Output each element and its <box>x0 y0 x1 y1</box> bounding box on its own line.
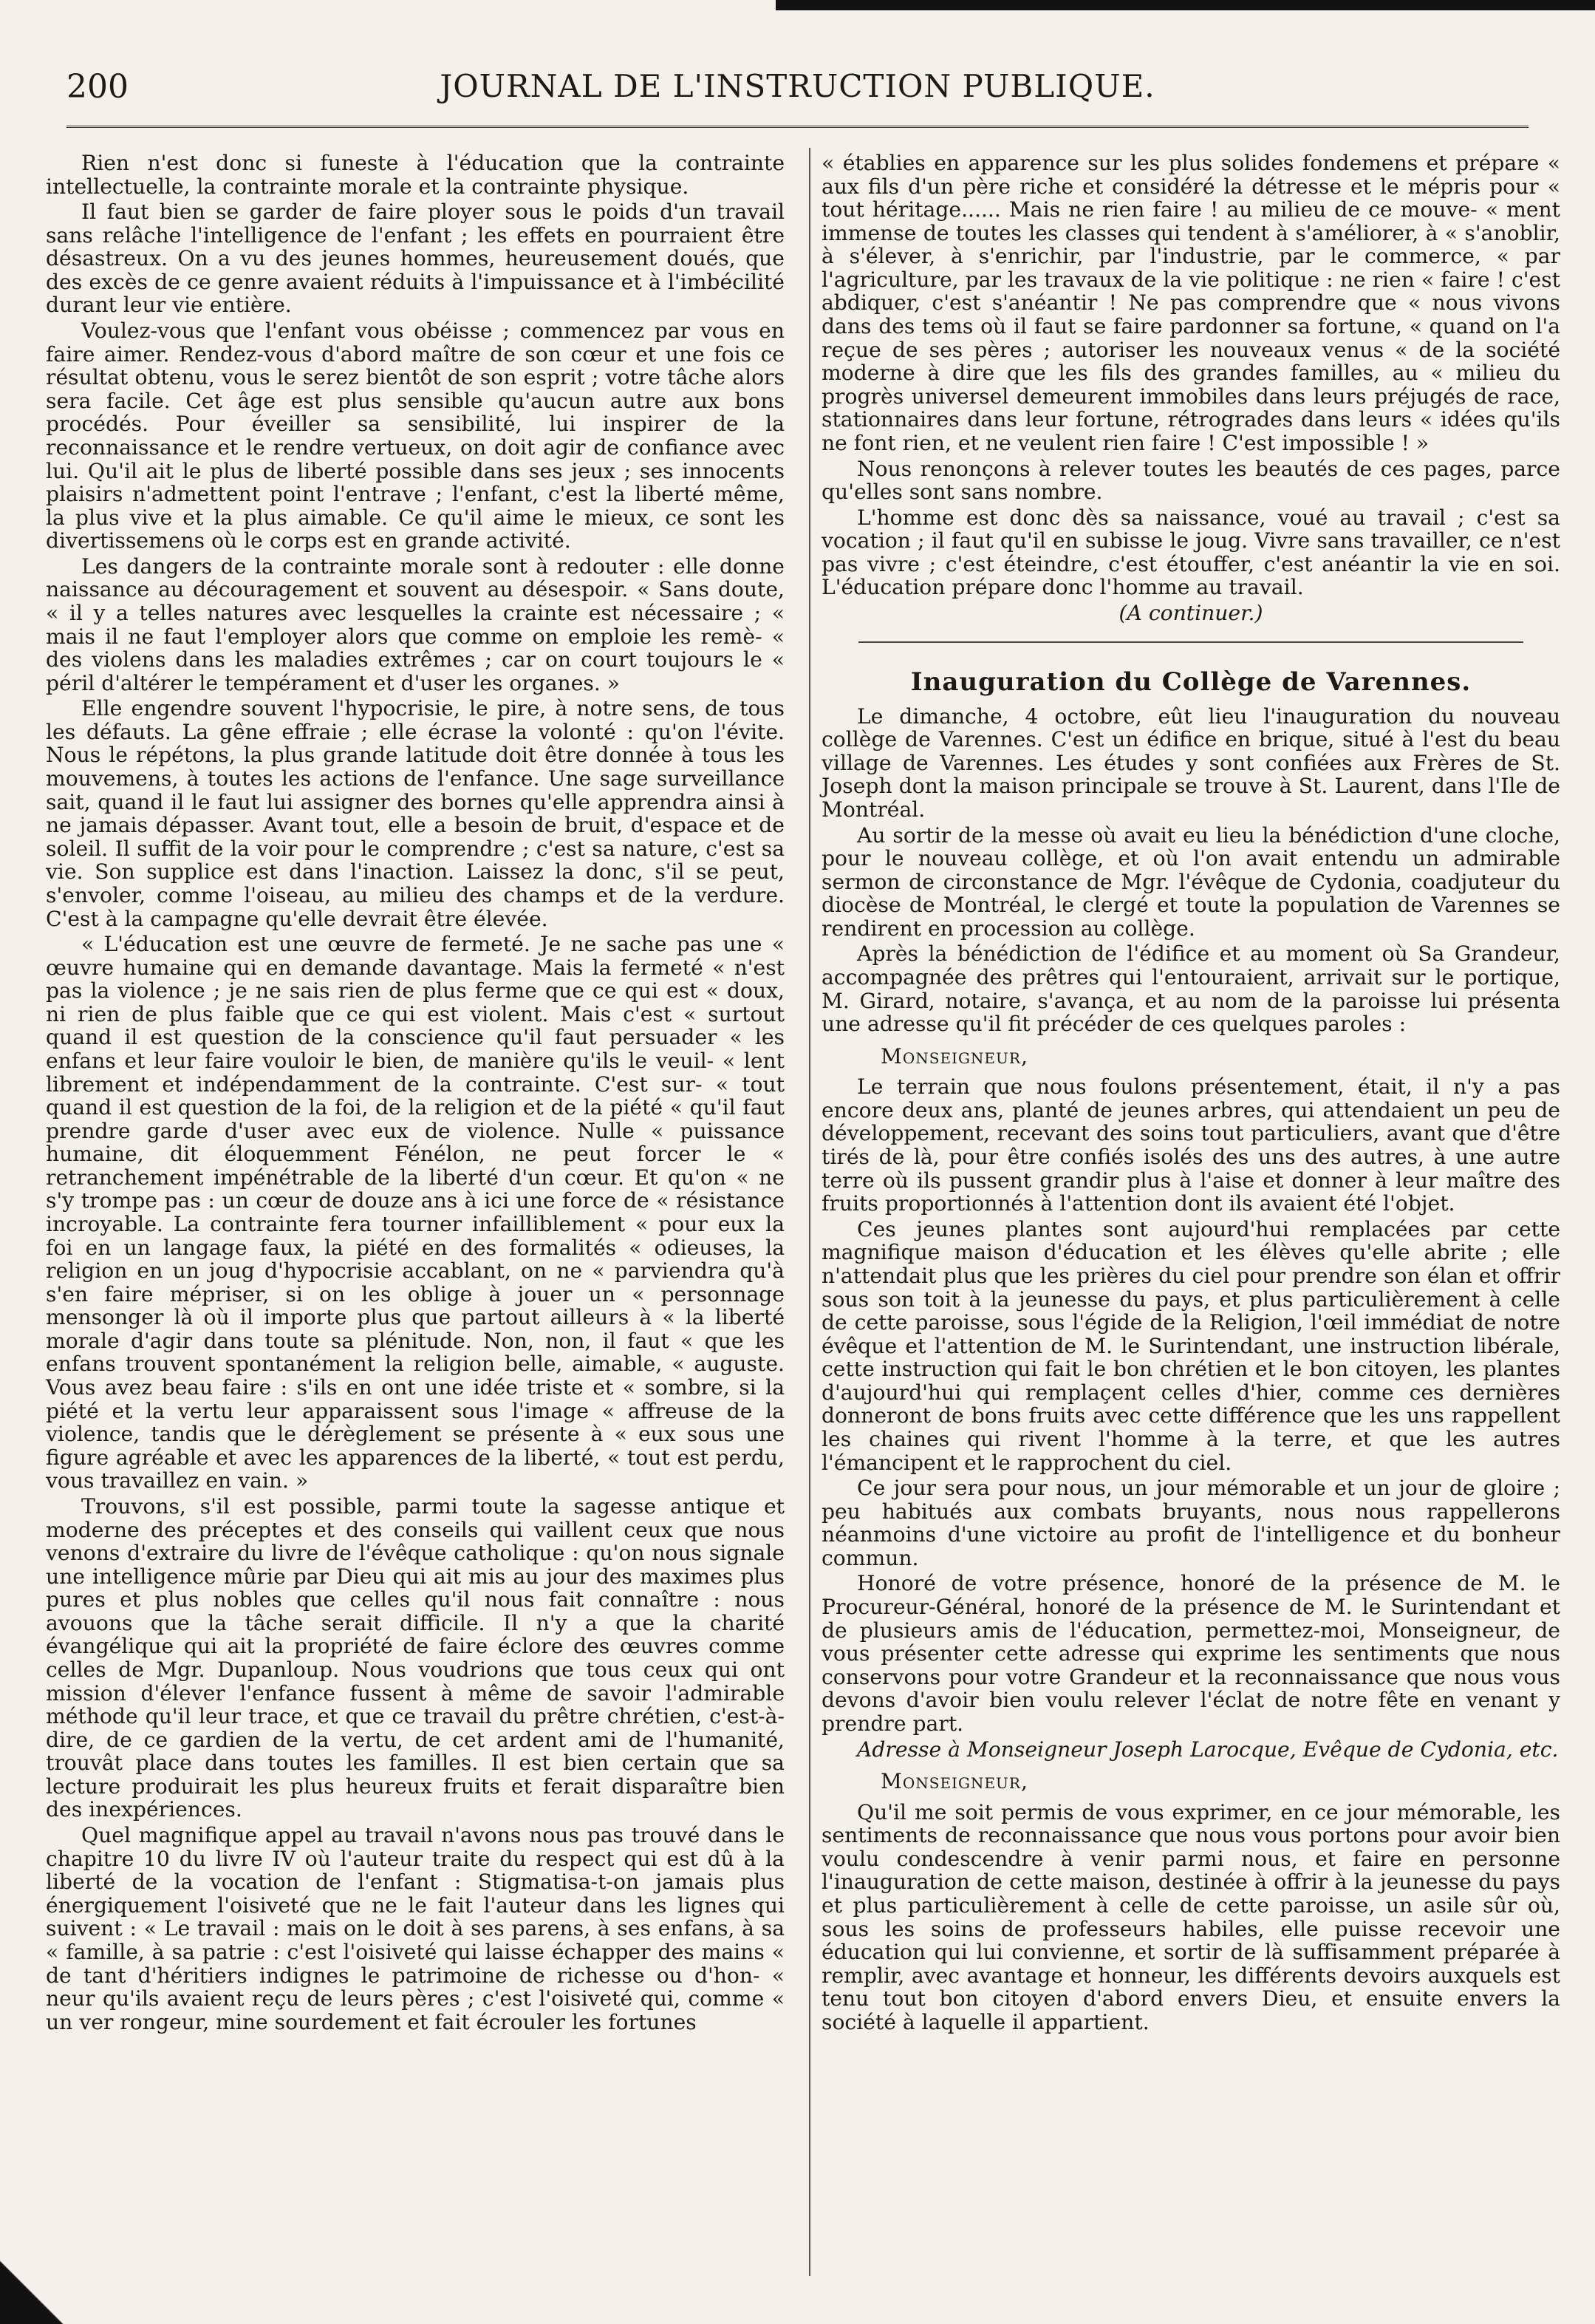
paragraph: « établies en apparence sur les plus solides fondemens et prépare « aux fils d'un père riche et considéré la détresse et le mépris pour « tout héritage...... Mais ne rien faire ! au milieu de ce mouve- « ment immense de toutes les classes qui tendent à s'améliorer, à « s'anoblir, à s'élever, à s'enrichir, par l'industrie, par le commerce, « par l'agriculture, par les travaux de la vie politique : ne rien « faire ! c'est abdiquer, c'est s'anéantir ! Ne pas comprendre que « nous vivons dans des tems où il faut se faire pardonner sa fortune, « quand on l'a reçue de ses pères ; autoriser les nouveaux venus « de la société moderne à dire que les fils des grandes familles, au « milieu du progrès universel demeurent immobiles dans leurs préjugés de race, stationnaires dans leur fortune, rétrogrades dans leurs « idées qu'ils ne font rien, et ne veulent rien faire ! C'est impossible ! » <box>822 151 1560 455</box>
paragraph: Le dimanche, 4 octobre, eût lieu l'inauguration du nouveau collège de Varennes. C'est un édifice en brique, situé à l'est du beau village de Varennes. Les études y sont confiées aux Frères de St. Joseph dont la maison principale se trouve à St. Laurent, dans l'Ile de Montréal. <box>822 703 1560 822</box>
paragraph: Voulez-vous que l'enfant vous obéisse ; commencez par vous en faire aimer. Rendez-vous d'abord maître de son cœur et une fois ce résultat obtenu, vous le serez bientôt de son esprit ; votre tâche alors sera facile. Cet âge est plus sensible qu'aucun autre aux bons procédés. Pour éveiller sa sensibilité, lui inspirer de la reconnaissance et le rendre vertueux, on doit agir de confiance avec lui. Qu'il ait le plus de liberté possible dans ses jeux ; ses innocents plaisirs n'admettent point l'entrave ; l'enfant, c'est la liberté même, la plus vive et la plus aimable. Ce qu'il aime le mieux, ce sont les divertissemens où le corps est en grande activité. <box>46 318 785 553</box>
scan-corner-shadow <box>0 2235 89 2324</box>
section-title: Inauguration du Collège de Varennes. <box>910 667 1472 697</box>
section-rule <box>858 641 1523 643</box>
paragraph: Quel magnifique appel au travail n'avons nous pas trouvé dans le chapitre 10 du livre IV où l'auteur traite du respect qui est dû à la liberté de la vocation de l'enfant : Stigmatisa-t-on jamais plus énergiquement l'oisiveté que ne le fait l'auteur dans les lignes qui suivent : « Le travail : mais on le doit à ses parens, à ses enfans, à sa « famille, à sa patrie : c'est l'oisiveté qui laisse échapper des mains « de tant d'héritiers indignes le patrimoine de richesse ou d'hon- « neur qu'ils avaient reçu de leurs pères ; c'est l'oisiveté qui, comme « un ver rongeur, mine sourdement et fait écrouler les fortunes <box>46 1823 785 2034</box>
salutation: Monseigneur, <box>881 1769 1028 1794</box>
to-be-continued: (A continuer.) <box>1118 600 1263 625</box>
paragraph: Qu'il me soit permis de vous exprimer, en ce jour mémorable, les sentiments de reconnaissance que nous vous portons pour avoir bien voulu condescendre à venir parmi nous, et faire en personne l'inauguration de cette maison, destinée à offrir à la jeunesse du pays et plus particulièrement à celle de cette paroisse, un asile sûr où, sous les soins de professeurs habiles, elle puisse recevoir une éducation qui lui convienne, et sortir de là suffisamment préparée à remplir, avec avantage et honneur, les différents devoirs auxquels est tenu tout bon citoyen d'abord envers Dieu, et ensuite envers la société à laquelle il appartient. <box>822 1799 1560 2034</box>
paragraph: Il faut bien se garder de faire ployer sous le poids d'un travail sans relâche l'intelligence de l'enfant ; les effets en pourraient être désastreux. On a vu des jeunes hommes, heureusement doués, que des excès de ce genre avaient réduits à l'impuissance et à l'imbécilité durant leur vie entière. <box>46 200 785 318</box>
paragraph: Honoré de votre présence, honoré de la présence de M. le Procureur-Général, honoré de la présence de M. le Surintendant et de plusieurs amis de l'éducation, permettez-moi, Monseigneur, de vous présenter cette adresse qui exprime les sentiments que nous conservons pour votre Grandeur et la reconnaissance que nous vous devons d'avoir bien voulu relever l'éclat de notre fête en venant y prendre part. <box>822 1571 1560 1736</box>
paragraph: Trouvons, s'il est possible, parmi toute la sagesse antique et moderne des préceptes et des conseils qui vaillent ceux que nous venons d'extraire du livre de l'évêque catholique : qu'on nous signale une intelligence mûrie par Dieu qui ait mis au jour des maximes plus pures et plus nobles que celles qu'il nous fait connaître : nous avouons que la tâche serait difficile. Il n'y a que la charité évangélique qui ait la propriété de faire éclore des œuvres comme celles de Mgr. Dupanloup. Nous voudrions que tous ceux qui ont mission d'élever l'enfance fussent à même de savoir l'admirable méthode qu'il leur trace, et que ce travail du prêtre chrétien, c'est-à-dire, de ce gardien de la vertu, de cet ardent ami de l'humanité, trouvât place dans toutes les familles. Il est bien certain que sa lecture produirait les plus heureux fruits et ferait disparaître bien des inexpériences. <box>46 1493 785 1822</box>
header-rule <box>66 126 1529 128</box>
paragraph: Rien n'est donc si funeste à l'éducation que la contrainte intellectuelle, la contrainte morale et la contrainte physique. <box>46 151 785 199</box>
scan-edge-bar <box>776 0 1595 10</box>
column-divider <box>809 148 810 2276</box>
paragraph: « L'éducation est une œuvre de fermeté. Je ne sache pas une « œuvre humaine qui en demande davantage. Mais la fermeté « n'est pas la violence ; je ne sais rien de plus ferme que ce qui est « doux, ni rien de plus faible que ce qui est violent. Mais c'est « surtout quand il est question de la conscience qu'il faut persuader « les enfans et leur faire vouloir le bien, de manière qu'ils le veuil- « lent librement et indépendamment de la contrainte. C'est sur- « tout quand il est question de la foi, de la religion et de la piété « qu'il faut prendre garde d'user avec eux de violence. Nulle « puissance humaine, dit éloquemment Fénélon, ne peut forcer le « retranchement impénétrable de la liberté d'un cœur. Et qu'on « ne s'y trompe pas : un cœur de douze ans à ici une force de « résistance incroyable. La contrainte fera tourner infailliblement « pour eux la foi en un langage faux, la piété en des formalités « odieuses, la religion en un joug d'hypocrisie accablant, on ne « parviendra qu'à s'en faire mépriser, si on les oblige à jouer un « personnage mensonger là où il importe plus que partout ailleurs à « la liberté morale d'agir dans toute sa plénitude. Non, non, il faut « que les enfans trouvent spontanément la religion belle, aimable, « auguste. Vous avez beau faire : s'ils en ont une idée triste et « sombre, si la piété et la vertu leur apparaissent sous l'image « affreuse de la violence, tandis que le dérèglement se présente à « eux sous une figure agréable et avec les apparences de la liberté, « tout est perdu, vous travaillez en vain. » <box>46 932 785 1493</box>
paragraph: Elle engendre souvent l'hypocrisie, le pire, à notre sens, de tous les défauts. La gêne effraie ; elle écrase la volonté : qu'on l'évite. Nous le répétons, la plus grande latitude doit être donnée à tous les mouvemens, à toutes les actions de l'enfance. Une sage surveillance sait, quand il le faut lui assigner des bornes qu'elle apprendra ainsi à ne jamais dépasser. Avant tout, elle a besoin de bruit, d'espace et de soleil. Il suffit de la voir pour le comprendre ; c'est sa nature, c'est sa vie. Son supplice est dans l'inaction. Laissez la donc, s'il se peut, s'envoler, comme l'oiseau, au milieu des champs et de la verdure. C'est à la campagne qu'elle devrait être élevée. <box>46 696 785 931</box>
right-column <box>822 151 1560 2036</box>
paragraph: Après la bénédiction de l'édifice et au moment où Sa Grandeur, accompagnée des prêtres qui l'entouraient, arrivait sur le portique, M. Girard, notaire, s'avança, et au nom de la paroisse lui présenta une adresse qu'il fit précéder de ces quelques paroles : <box>822 941 1560 1037</box>
paragraph: Ce jour sera pour nous, un jour mémorable et un jour de gloire ; peu habitués aux combats bruyants, nous nous rappellerons néanmoins d'une victoire au profit de l'intelligence et du bonheur commun. <box>822 1476 1560 1570</box>
paragraph: Les dangers de la contrainte morale sont à redouter : elle donne naissance au découragement et souvent au désespoir. « Sans doute, « il y a telles natures avec lesquelles la crainte est nécessaire ; « mais il ne faut l'employer alors que comme on emploie les remè- « des violens dans les maladies extrêmes ; car on court toujours le « péril d'altérer le tempérament et d'user les organes. » <box>46 553 785 695</box>
salutation: Monseigneur, <box>881 1043 1028 1069</box>
address-heading: Adresse à Monseigneur Joseph Larocque, Evêque de Cydonia, etc. <box>857 1737 1559 1762</box>
left-column <box>46 151 785 2036</box>
journal-title: JOURNAL DE L'INSTRUCTION PUBLIQUE. <box>440 68 1155 104</box>
paragraph: Nous renonçons à relever toutes les beautés de ces pages, parce qu'elles sont sans nombre. <box>822 456 1560 505</box>
paragraph: Le terrain que nous foulons présentement, était, il n'y a pas encore deux ans, planté de jeunes arbres, qui attendaient un peu de développement, recevant des soins tout particuliers, avant que d'être tirés de là, pour être confiés isolés des uns des autres, à une autre terre où ils pussent grandir plus à l'aise et donner à leur maître des fruits proportionnés à l'attention dont ils avaient été l'objet. <box>822 1074 1560 1216</box>
paragraph: Au sortir de la messe où avait eu lieu la bénédiction d'une cloche, pour le nouveau collège, et où l'on avait entendu un admirable sermon de circonstance de Mgr. l'évêque de Cydonia, coadjuteur du diocèse de Montréal, le clergé et toute la population de Varennes se rendirent en procession au collège. <box>822 822 1560 941</box>
paragraph: L'homme est donc dès sa naissance, voué au travail ; c'est sa vocation ; il faut qu'il en subisse le joug. Vivre sans travailler, ce n'est pas vivre ; c'est éteindre, c'est étouffer, c'est anéantir la vie en soi. L'éducation prépare donc l'homme au travail. <box>822 505 1560 600</box>
page-header <box>44 61 1551 112</box>
page-number: 200 <box>66 68 129 106</box>
paragraph: Ces jeunes plantes sont aujourd'hui remplacées par cette magnifique maison d'éducation et les élèves qu'elle abrite ; elle n'attendait plus que les prières du ciel pour prendre son élan et offrir sous son toit à la jeunesse du pays, et plus particulièrement à celle de cette paroisse, sous l'égide de la Religion, l'œil immédiat de notre évêque et l'attention de M. le Surintendant, une instruction libérale, cette instruction qui fait le bon chrétien et le bon citoyen, les plantes d'aujourd'hui qui remplaçent celles d'hier, comme ces dernières donneront de bons fruits avec cette différence que les uns rappellent les chaines qui rivent l'homme à la terre, et que les autres l'émancipent et le rapprochent du ciel. <box>822 1216 1560 1475</box>
